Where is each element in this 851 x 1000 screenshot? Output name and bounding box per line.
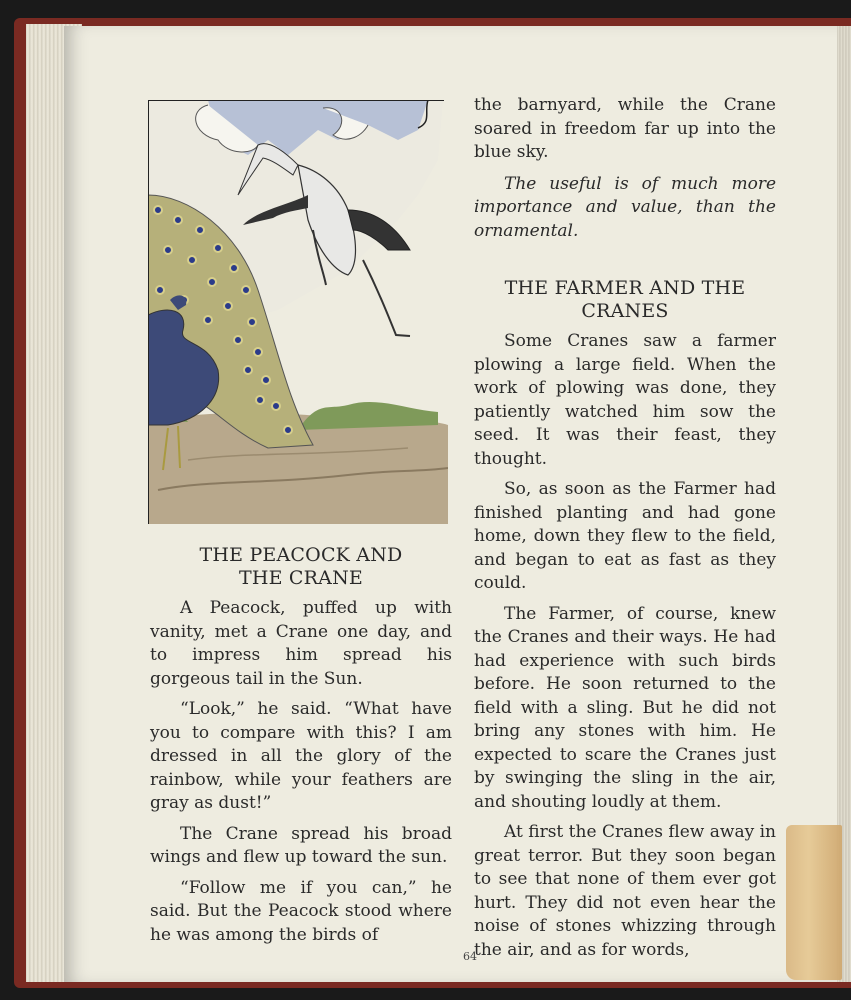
right-column (474, 94, 776, 962)
paragraph: The Farmer, of course, knew the Cranes and their ways. He had had experience with such birds before. He soon returned to the field with a sling. But he did not bring any stones with him. He expected to scare the Cranes just by swinging the sling in the air, and shouting loudly at them. (474, 603, 776, 812)
paragraph: “Look,” he said. “What have you to compare with this? I am dressed in all the glory of the rainbow, while your feathers are gray as dust!” (150, 699, 452, 813)
paragraph: A Peacock, puffed up with vanity, met a Crane one day, and to impress him spread his gorgeous tail in the Sun. (150, 598, 452, 689)
paragraph: The Crane spread his broad wings and flew up toward the sun. (150, 823, 452, 867)
paragraph: At first the Cranes flew away in great terror. But they soon began to see that none of them ever got hurt. They did not even hear the noise of stones whizzing through the air, and as for words, (474, 822, 776, 960)
left-column (150, 544, 452, 947)
section-gap (474, 243, 776, 277)
story-title-peacock-crane-line1: THE PEACOCK AND (199, 544, 403, 566)
peacock-crane-illustration (148, 100, 448, 524)
moral-text: The useful is of much more importance and value, than the ornamental. (474, 173, 776, 241)
paper-stain (786, 825, 842, 980)
paragraph: So, as soon as the Farmer had finished planting and had gone home, down they flew to the field, and began to eat as fast as they could. (474, 479, 776, 593)
story-title-farmer-cranes-line1: THE FARMER AND THE (504, 277, 746, 299)
story-title-farmer-cranes-line2: CRANES (581, 300, 669, 322)
page-number: 64 (463, 950, 477, 963)
paragraph: Some Cranes saw a farmer plowing a large field. When the work of plowing was done, they patiently watched him sow the seed. It was their feast, they thought. (474, 331, 776, 469)
story-title-peacock-crane-line2: THE CRANE (238, 567, 363, 589)
paragraph: “Follow me if you can,” he said. But the Peacock stood where he was among the birds of (150, 877, 452, 945)
paragraph: the barnyard, while the Crane soared in freedom far up into the blue sky. (474, 95, 776, 162)
